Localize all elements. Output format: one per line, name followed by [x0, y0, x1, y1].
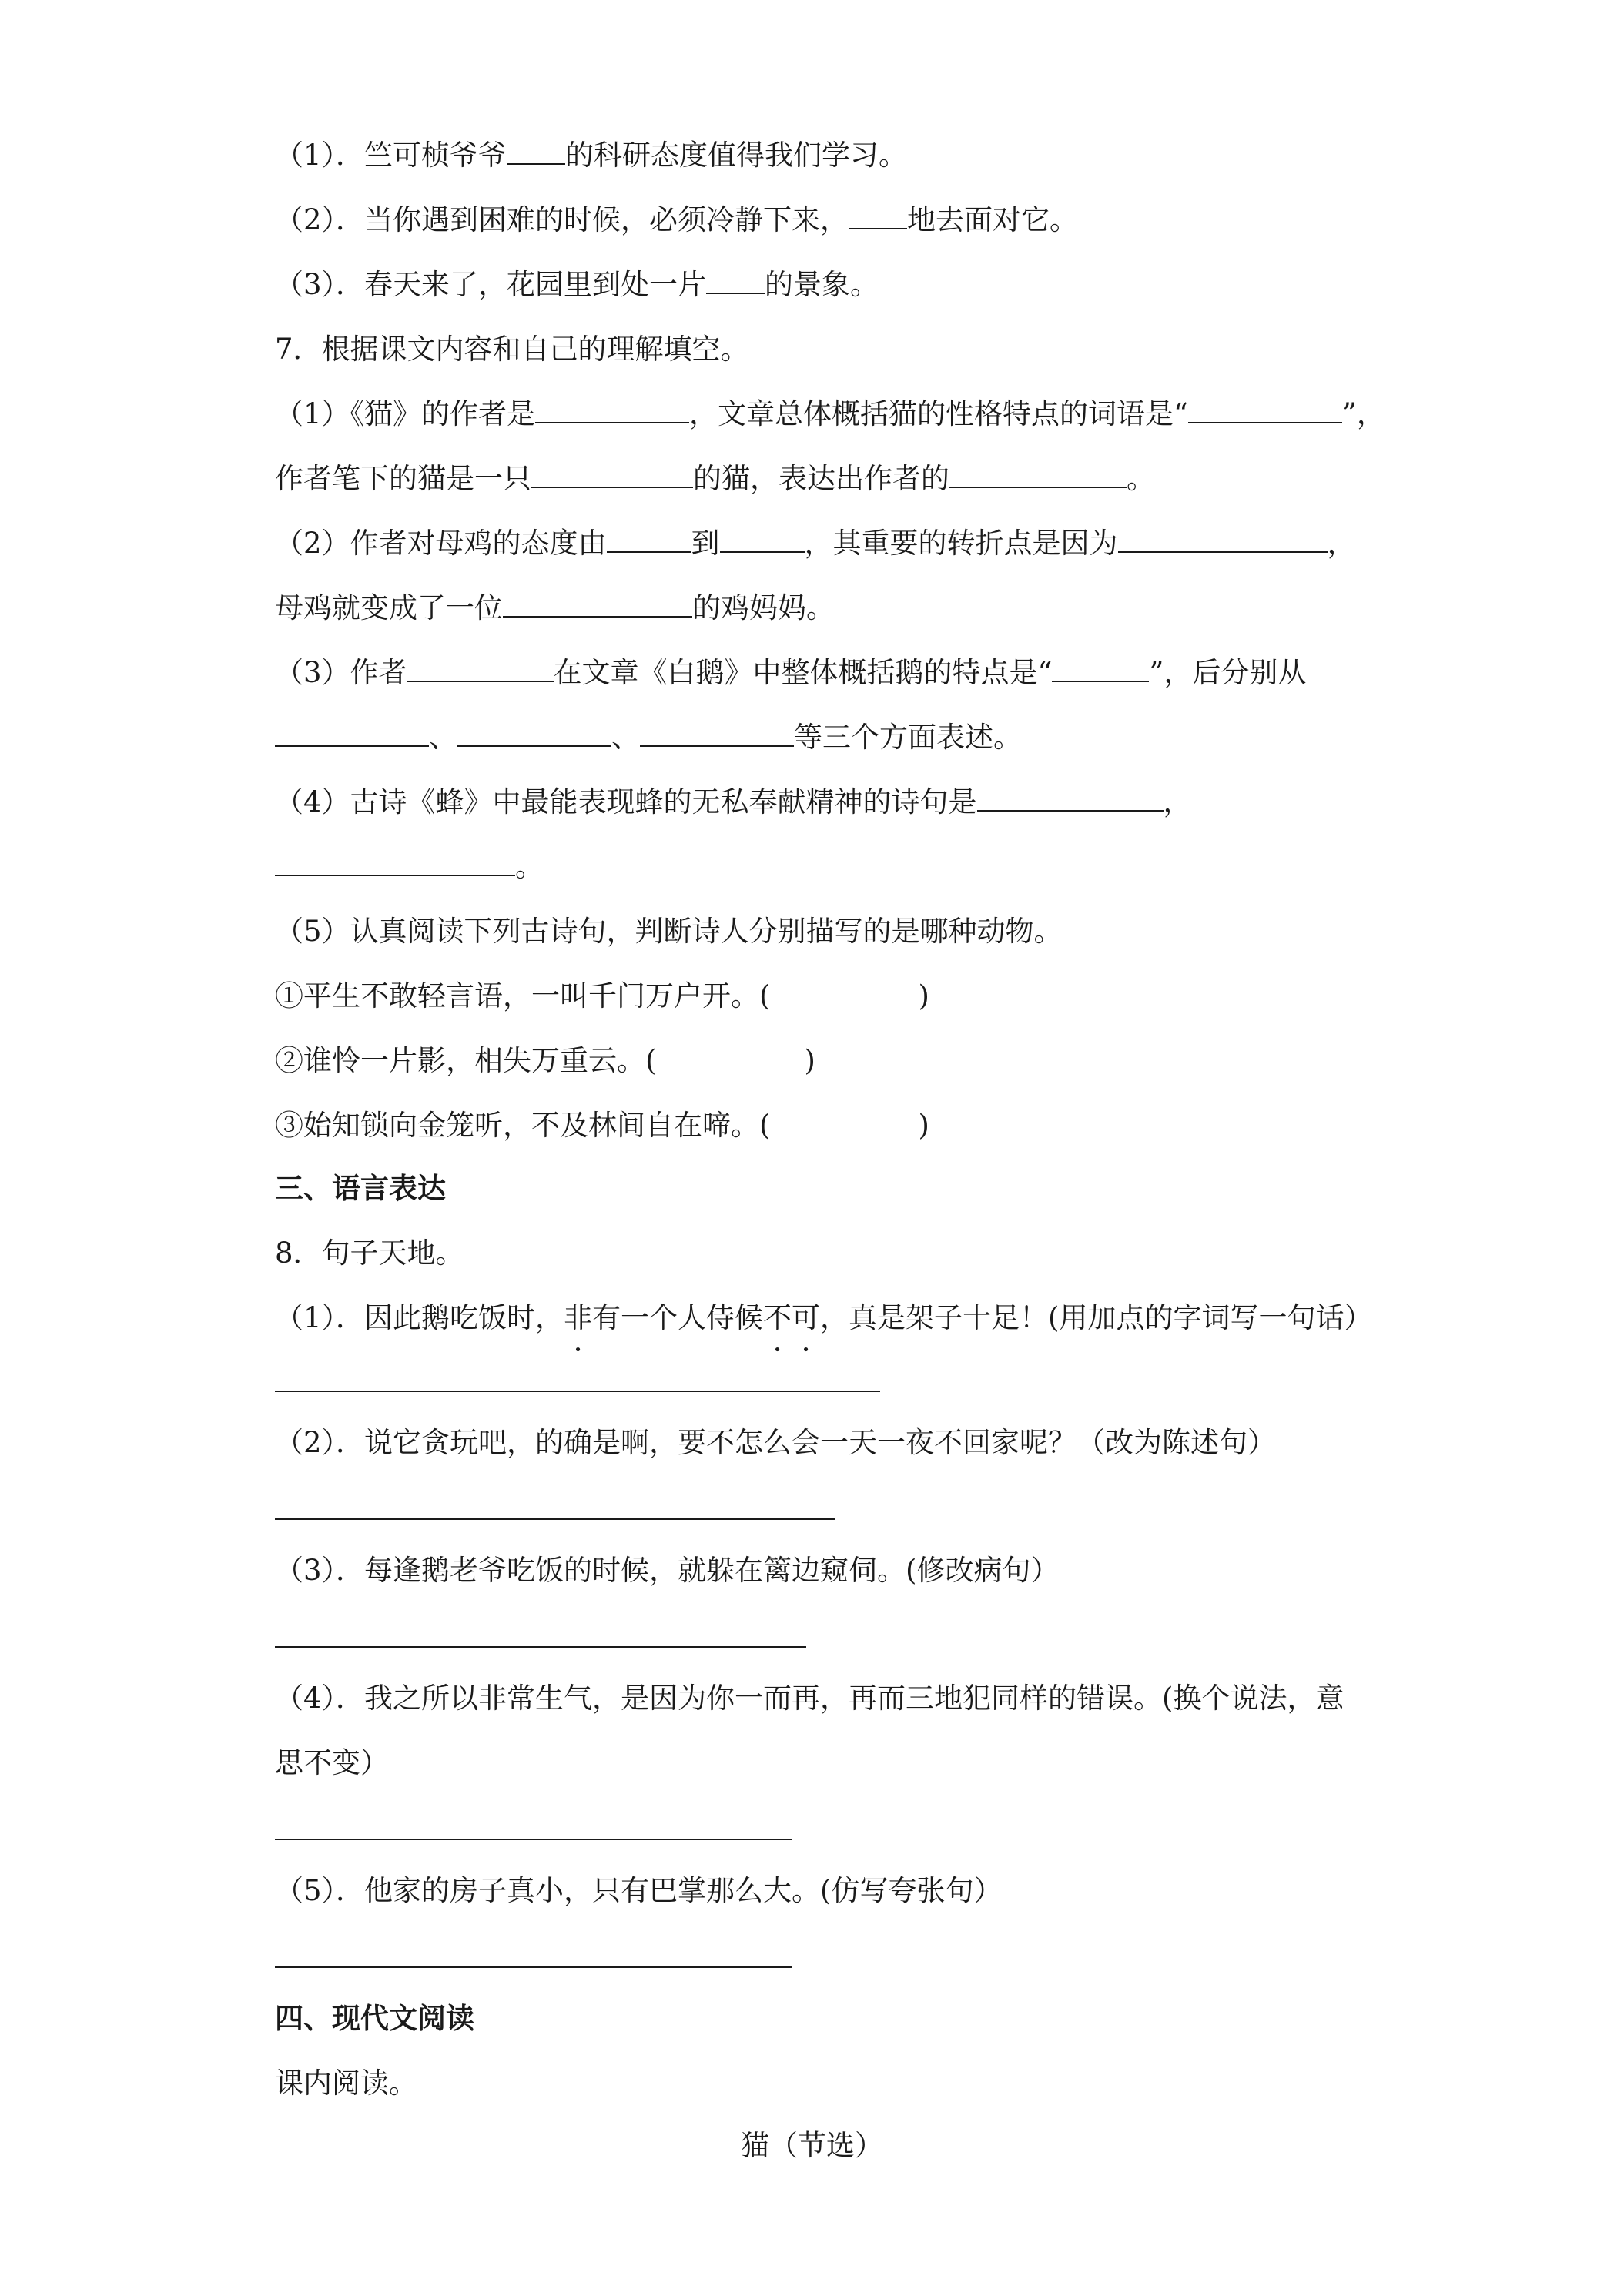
answer-line[interactable] — [275, 1646, 806, 1648]
q7-part4-line2: 。 — [275, 848, 1362, 886]
q7-stem: 7．根据课文内容和自己的理解填空。 — [275, 333, 749, 366]
q6-sentence-1: （1）．竺可桢爷爷 的科研态度值得我们学习。 — [275, 139, 908, 172]
fill-blank[interactable] — [503, 590, 692, 618]
q8-sentence-2: （2）．说它贪玩吧，的确是啊，要不怎么会一天一夜不回家呢？（改为陈述句） — [275, 1426, 1277, 1459]
fill-blank[interactable] — [407, 654, 554, 682]
q7-part3-line2: 、 、 等三个方面表述。 — [275, 718, 1362, 757]
answer-line[interactable] — [275, 1966, 792, 1968]
q8-sentence-4-line2: 思不变） — [275, 1746, 389, 1779]
q6-sentence-2: （2）．当你遇到困难的时候，必须冷静下来， 地去面对它。 — [275, 203, 1079, 236]
q7-poem-1: ①平生不敢轻言语，一叫千门万户开。( ) — [275, 979, 929, 1012]
answer-line[interactable] — [275, 1391, 880, 1392]
dotted-char: 不 — [763, 1301, 792, 1334]
q7-poem-2: ②谁怜一片影，相失万重云。( ) — [275, 1044, 815, 1077]
fill-blank[interactable] — [507, 137, 565, 165]
q7-part1-line2: 作者笔下的猫是一只 的猫，表达出作者的 。 — [275, 462, 1155, 495]
fill-blank[interactable] — [949, 460, 1127, 488]
q8-sentence-4-line1: （4）．我之所以非常生气，是因为你一而再，再而三地犯同样的错误。(换个说法，意 — [275, 1682, 1344, 1715]
fill-blank[interactable] — [640, 719, 794, 747]
fill-blank[interactable] — [1052, 654, 1149, 682]
q7-part3-line1: （3）作者 在文章《白鹅》中整体概括鹅的特点是“ ”，后分别从 — [275, 656, 1307, 689]
answer-line[interactable] — [275, 1518, 835, 1520]
fill-blank[interactable] — [275, 848, 515, 876]
q7-part5: （5）认真阅读下列古诗句，判断诗人分别描写的是哪种动物。 — [275, 915, 1063, 948]
fill-blank[interactable] — [1118, 525, 1328, 553]
reading-intro: 课内阅读。 — [275, 2067, 417, 2100]
answer-line[interactable] — [275, 1839, 792, 1840]
q7-part2-line2: 母鸡就变成了一位 的鸡妈妈。 — [275, 591, 835, 624]
dotted-char: 可 — [792, 1301, 821, 1334]
fill-blank[interactable] — [457, 719, 611, 747]
section-heading-4: 四、现代文阅读 — [275, 2002, 474, 2035]
fill-blank[interactable] — [531, 460, 693, 488]
q7-poem-3: ③始知锁向金笼听，不及林间自在啼。( ) — [275, 1109, 929, 1142]
dotted-char: 非 — [564, 1301, 593, 1334]
fill-blank[interactable] — [275, 719, 429, 747]
q6-sentence-3: （3）．春天来了，花园里到处一片 的景象。 — [275, 268, 879, 301]
q8-stem: 8．句子天地。 — [275, 1237, 464, 1270]
q7-part1-line1: （1）《猫》的作者是 ，文章总体概括猫的性格特点的词语是“ ”， — [275, 397, 1385, 430]
fill-blank[interactable] — [977, 784, 1164, 812]
fill-blank[interactable] — [1188, 396, 1342, 423]
fill-blank[interactable] — [849, 202, 907, 229]
fill-blank[interactable] — [535, 396, 689, 423]
fill-blank[interactable] — [706, 266, 765, 294]
fill-blank[interactable] — [607, 525, 691, 553]
fill-blank[interactable] — [720, 525, 805, 553]
q8-sentence-1: （1）．因此鹅吃饭时，非有一个人侍候不可，真是架子十足！(用加点的字词写一句话） — [275, 1301, 1373, 1334]
passage-title: 猫（节选） — [741, 2129, 883, 2162]
q7-part4-line1: （4）古诗《蜂》中最能表现蜂的无私奉献精神的诗句是 ， — [275, 785, 1192, 818]
section-heading-3: 三、语言表达 — [275, 1172, 446, 1205]
q8-sentence-3: （3）．每逢鹅老爷吃饭的时候，就躲在篱边窥伺。(修改病句） — [275, 1554, 1060, 1587]
q7-part2-line1: （2）作者对母鸡的态度由 到 ，其重要的转折点是因为 ， — [275, 527, 1356, 560]
q8-sentence-5: （5）．他家的房子真小，只有巴掌那么大。(仿写夸张句） — [275, 1874, 1003, 1907]
